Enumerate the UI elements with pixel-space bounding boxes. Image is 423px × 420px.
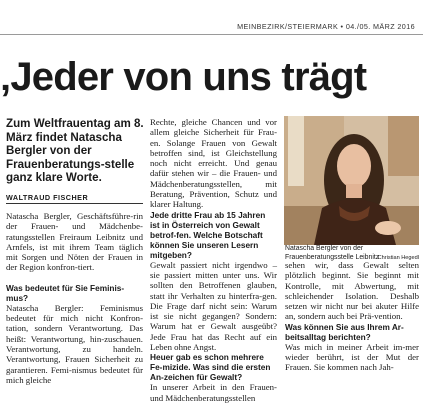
page-header: MEINBEZIRK/STEIERMARK • 04./05. MÄRZ 2016 [237,22,415,31]
article-column-3 [285,260,419,373]
paragraph: sehen wir, dass Gewalt selten plötzlich beginnt. Sie beginnt mit Kontrolle, mit Abwertung, mit schleichender Isolation. Deshalb setzen wir nicht nur bei akuter Hilfe an, sondern auch bei Prä-vention. [285,260,419,322]
paragraph: Was mich in meiner Arbeit im-mer wieder berührt, ist der Mut der Frauen. Sie kommen nach Jah- [285,341,419,373]
headline: ‚Jeder von uns trägt [0,55,367,99]
interview-question: Heuer gab es schon mehrere Fe-mizide. Was sind die ersten An-zeichen für Gewalt? [150,352,271,383]
caption-text: Natascha Bergler von der Frauenberatungsstelle Leibnitz [285,245,380,261]
paragraph: Natascha Bergler, Geschäftsführe-rin der Frauen- und Mädchenbe-ratungsstellen Freiraum Leibnitz und Arnfels, ist mit ihrem Team täglich mit Sorgen und Nöten der Frauen in der Region konfron-tiert. [6,211,143,273]
byline-divider [6,203,143,204]
interview-question: Jede dritte Frau ab 15 Jahren ist in Österreich von Gewalt betrof-fen. Welche Botschaft können Sie unseren Lesern mitgeben? [150,209,266,260]
paragraph: Gewalt passiert nicht irgendwo – sie passiert mitten unter uns. Wir sollten den Betroffenen glauben, statt ihr Verhalten zu hinterfra-gen. Die Frage darf nicht sein: Warum ist sie nicht gegangen? Sondern: Warum hat er Gewalt ausgeübt? Jede Frau hat das Recht auf ein Leben ohne Angst. [150,259,277,353]
header-divider [0,34,423,35]
interview-question: Was bedeutet für Sie Feminis-mus? [6,282,125,303]
portrait-photo [284,116,419,245]
paragraph: Natascha Bergler: Feminismus bedeutet für mich nicht Konfron-tation, sondern Verantwortung. Das heißt: Verantwortung, hin-zuschauen. Verantwortung, zu handeln. Verantwortung, Frauen Sicherheit zu garantieren. Femi-nismus bedeutet für mich gleiche [6,302,143,385]
paragraph: In unserer Arbeit in den Frauen- und Mädchenberatungsstellen [150,382,277,403]
interview-question: Was können Sie aus Ihrem Ar-beitsalltag berichten? [285,321,404,342]
article-column-1 [6,211,143,385]
deck-subheadline: Zum Weltfrauentag am 8. März findet Natascha Bergler von der Frauenberatungs-stelle ganz klare Worte. [6,117,144,185]
paragraph: Rechte, gleiche Chancen und vor allem gleiche Sicherheit für Frau-en. Solange Frauen von Gewalt betroffen sind, ist Gleichstellung noch nicht erreicht. Und genau dafür stehen wir – die Frauen- und Mädchenberatungsstellen, mit Beratung, Prävention, Schutz und klarer Haltung. [150,117,277,210]
article-column-2 [150,117,277,403]
portrait-image [284,116,419,245]
author-byline: WALTRAUD FISCHER [6,193,89,202]
photo-credit: Christian Hegedl [377,254,419,261]
